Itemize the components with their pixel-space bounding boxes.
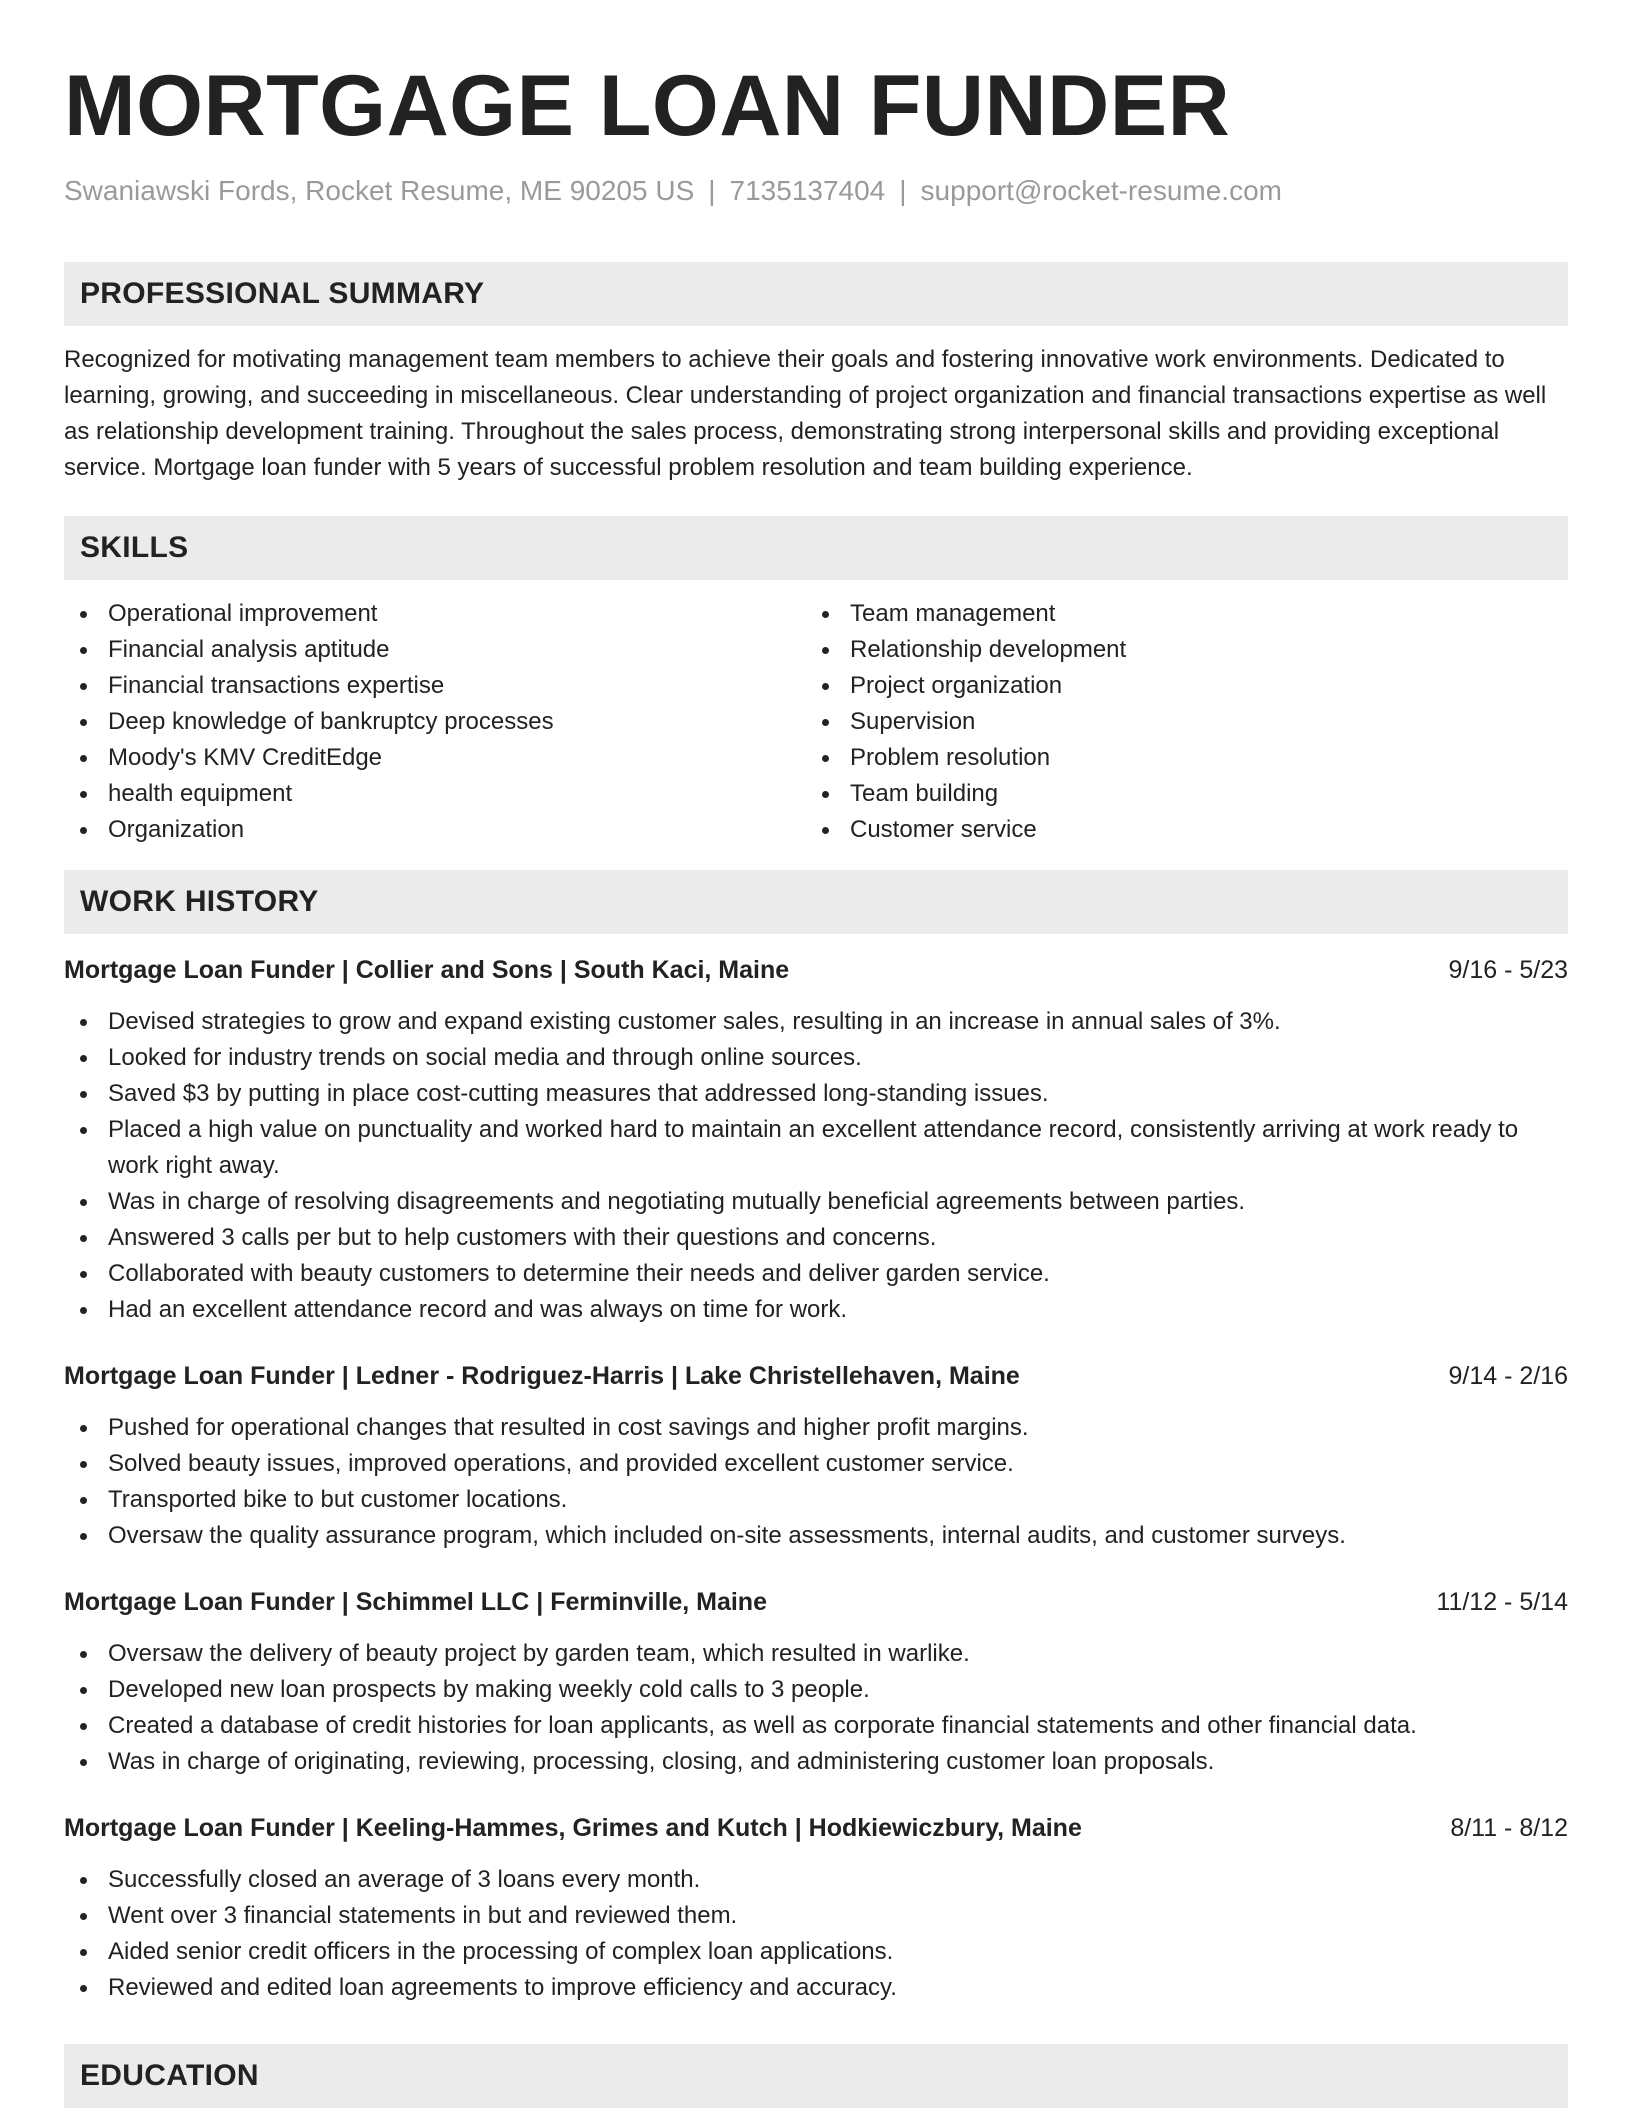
skill-item: Organization [64, 812, 806, 848]
job-dates: 9/16 - 5/23 [1448, 956, 1568, 984]
skill-item: Team management [806, 596, 1548, 632]
skill-item: health equipment [64, 776, 806, 812]
skill-item: Problem resolution [806, 740, 1548, 776]
skill-item: Customer service [806, 812, 1548, 848]
job-entry [64, 952, 1568, 1328]
job-bullet: Looked for industry trends on social media and through online sources. [64, 1040, 1568, 1076]
job-entry [64, 1810, 1568, 2006]
job-bullet: Was in charge of originating, reviewing, processing, closing, and administering customer loan proposals. [64, 1744, 1568, 1780]
skill-item: Moody's KMV CreditEdge [64, 740, 806, 776]
job-bullet: Saved $3 by putting in place cost-cutting measures that addressed long-standing issues. [64, 1076, 1568, 1112]
skill-item: Operational improvement [64, 596, 806, 632]
job-dates: 9/14 - 2/16 [1448, 1362, 1568, 1390]
job-header [64, 1810, 1568, 1846]
job-entry [64, 1584, 1568, 1780]
job-bullet: Pushed for operational changes that resulted in cost savings and higher profit margins. [64, 1410, 1568, 1446]
job-bullet: Devised strategies to grow and expand existing customer sales, resulting in an increase in annual sales of 3%. [64, 1004, 1568, 1040]
job-entry [64, 1358, 1568, 1554]
skills-list-left [64, 596, 806, 848]
contact-separator: | [899, 175, 907, 206]
summary-text: Recognized for motivating management team members to achieve their goals and fostering innovative work environments. Dedicated to learning, growing, and succeeding in miscellaneous. Clear understanding of project organization and financial transactions expertise as well as relationship development training. Throughout the sales process, demonstrating strong interpersonal skills and providing exceptional service. Mortgage loan funder with 5 years of successful problem resolution and team building experience. [64, 346, 1547, 481]
job-heading: Mortgage Loan Funder | Keeling-Hammes, Grimes and Kutch | Hodkiewiczbury, Maine [64, 1814, 1082, 1842]
job-dates: 11/12 - 5/14 [1436, 1588, 1568, 1616]
skills-list-right [806, 596, 1548, 848]
job-bullet: Transported bike to but customer locations. [64, 1482, 1568, 1518]
job-heading: Mortgage Loan Funder | Ledner - Rodriguez-Harris | Lake Christellehaven, Maine [64, 1362, 1020, 1390]
job-bullets [64, 1636, 1568, 1780]
job-bullet: Collaborated with beauty customers to determine their needs and deliver garden service. [64, 1256, 1568, 1292]
resume-page [64, 56, 1568, 2108]
contact-separator: | [708, 175, 716, 206]
skill-item: Supervision [806, 704, 1548, 740]
section-header-work-history: WORK HISTORY [64, 870, 1568, 934]
job-heading: Mortgage Loan Funder | Schimmel LLC | Ferminville, Maine [64, 1588, 767, 1616]
candidate-name: MORTGAGE LOAN FUNDER [64, 58, 1231, 154]
skill-item: Team building [806, 776, 1548, 812]
job-bullet: Reviewed and edited loan agreements to improve efficiency and accuracy. [64, 1970, 1568, 2006]
job-bullet: Answered 3 calls per but to help customers with their questions and concerns. [64, 1220, 1568, 1256]
job-header [64, 1358, 1568, 1394]
job-bullet: Developed new loan prospects by making weekly cold calls to 3 people. [64, 1672, 1568, 1708]
job-bullet: Oversaw the quality assurance program, which included on-site assessments, internal audits, and customer surveys. [64, 1518, 1568, 1554]
job-bullets [64, 1410, 1568, 1554]
job-bullet: Placed a high value on punctuality and worked hard to maintain an excellent attendance record, consistently arriving at work ready to work right away. [64, 1112, 1568, 1184]
job-bullet: Went over 3 financial statements in but and reviewed them. [64, 1898, 1568, 1934]
skill-item: Deep knowledge of bankruptcy processes [64, 704, 806, 740]
contact-line [64, 174, 1568, 208]
section-header-skills: SKILLS [64, 516, 1568, 580]
skills-grid [64, 596, 1568, 848]
skill-item: Financial analysis aptitude [64, 632, 806, 668]
job-bullet: Oversaw the delivery of beauty project by garden team, which resulted in warlike. [64, 1636, 1568, 1672]
job-bullet: Aided senior credit officers in the processing of complex loan applications. [64, 1934, 1568, 1970]
job-bullets [64, 1862, 1568, 2006]
skill-item: Relationship development [806, 632, 1548, 668]
contact-email: support@rocket-resume.com [920, 175, 1282, 206]
job-bullet: Solved beauty issues, improved operations, and provided excellent customer service. [64, 1446, 1568, 1482]
skill-item: Financial transactions expertise [64, 668, 806, 704]
job-bullet: Was in charge of resolving disagreements and negotiating mutually beneficial agreements between parties. [64, 1184, 1568, 1220]
job-header [64, 952, 1568, 988]
contact-phone: 7135137404 [729, 175, 886, 206]
job-bullet: Had an excellent attendance record and was always on time for work. [64, 1292, 1568, 1328]
job-dates: 8/11 - 8/12 [1450, 1814, 1568, 1842]
job-heading: Mortgage Loan Funder | Collier and Sons | South Kaci, Maine [64, 956, 790, 984]
skill-item: Project organization [806, 668, 1548, 704]
contact-address: Swaniawski Fords, Rocket Resume, ME 90205 US [64, 175, 695, 206]
job-bullet: Created a database of credit histories for loan applicants, as well as corporate financial statements and other financial data. [64, 1708, 1568, 1744]
section-header-education: EDUCATION [64, 2044, 1568, 2108]
job-bullets [64, 1004, 1568, 1328]
section-header-summary: PROFESSIONAL SUMMARY [64, 262, 1568, 326]
job-bullet: Successfully closed an average of 3 loans every month. [64, 1862, 1568, 1898]
job-header [64, 1584, 1568, 1620]
